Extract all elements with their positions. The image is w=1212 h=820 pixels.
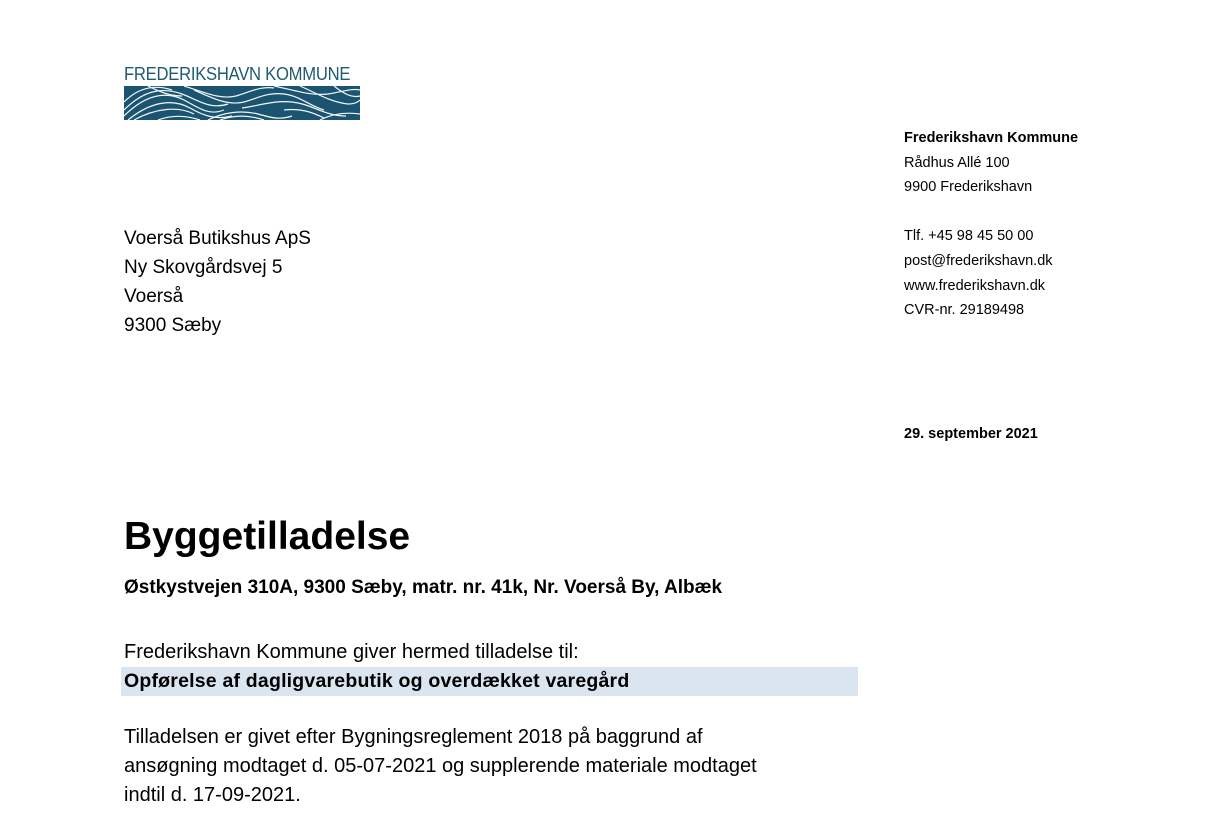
sender-website[interactable]: www.frederikshavn.dk — [904, 277, 1046, 294]
recipient-name: Voerså Butikshus ApS — [124, 228, 311, 249]
granted-works-highlight — [121, 667, 858, 696]
municipality-logo — [124, 64, 360, 120]
property-subtitle: Østkystvejen 310A, 9300 Sæby, matr. nr. 41k, Nr. Voerså By, Albæk — [124, 577, 723, 598]
recipient-address-block — [124, 224, 311, 340]
letter-date: 29. september 2021 — [904, 426, 1038, 442]
recipient-locality: Voerså — [124, 286, 184, 307]
sender-city: 9900 Frederikshavn — [904, 179, 1033, 196]
logo-wordmark: FREDERIKSHAVN KOMMUNE — [124, 63, 351, 84]
sender-street: Rådhus Allé 100 — [904, 154, 1010, 171]
sender-spacer — [904, 200, 1204, 224]
basis-line: ansøgning modtaget d. 05-07-2021 og supplerende materiale modtaget — [124, 755, 757, 777]
sender-address-block — [904, 126, 1204, 323]
sender-name: Frederikshavn Kommune — [904, 130, 1079, 146]
recipient-city: 9300 Sæby — [124, 315, 222, 336]
basis-line: indtil d. 17-09-2021. — [124, 784, 301, 806]
logo-wave-pattern — [124, 86, 360, 120]
permit-basis-paragraph — [124, 723, 757, 810]
grant-intro-text: Frederikshavn Kommune giver hermed tilladelse til: — [124, 641, 579, 663]
sender-email[interactable]: post@frederikshavn.dk — [904, 252, 1053, 269]
document-title: Byggetilladelse — [124, 515, 411, 558]
granted-works-text: Opførelse af dagligvarebutik og overdækket varegård — [124, 670, 630, 692]
sender-cvr: CVR-nr. 29189498 — [904, 302, 1025, 319]
recipient-street: Ny Skovgårdsvej 5 — [124, 257, 283, 278]
basis-line: Tilladelsen er givet efter Bygningsreglement 2018 på baggrund af — [124, 726, 703, 748]
sender-phone: Tlf. +45 98 45 50 00 — [904, 228, 1034, 245]
